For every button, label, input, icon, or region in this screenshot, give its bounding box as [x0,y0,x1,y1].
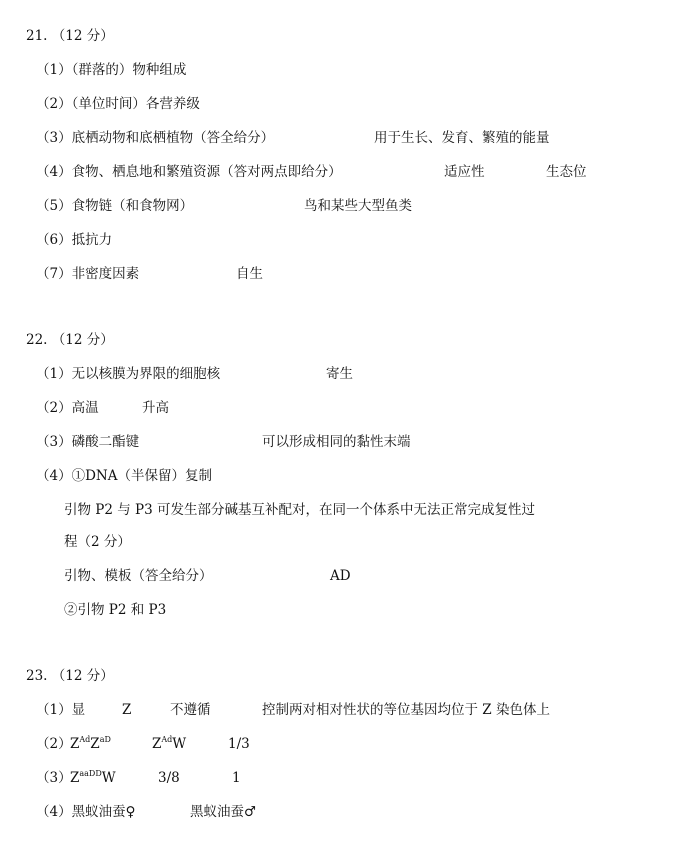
q22-answer-2-part-1: （2）高温 [36,400,99,416]
q21-answer-7 [36,262,656,286]
q22-answer-4-sub [64,564,624,588]
q22-answer-1-part-1: （1）无以核膜为界限的细胞核 [36,366,221,382]
q23-answer-1-part-3: 不遵循 [170,702,211,718]
q23-answer-2 [36,732,656,756]
q23-answer-3 [36,766,656,790]
q22-answer-2-part-2: 升高 [142,400,169,416]
q22-answer-1-part-2: 寄生 [326,366,353,382]
q21-answer-4 [36,160,656,184]
q23-answer-3-genotype: $Z^{aaDD}W$ [70,769,116,786]
q23-answer-1-part-2: Z [122,702,132,718]
q22-answer-4-sub-part-2: AD [330,568,351,584]
q21-answer-4-part-1: （4）食物、栖息地和繁殖资源（答对两点即给分） [36,164,342,180]
q21-answer-3-part-1: （3）底栖动物和底栖植物（答全给分） [36,130,275,146]
q23-answer-2-fraction: 1/3 [228,736,250,752]
q22-header: 22. （12 分） [26,332,114,348]
q22-answer-4-explanation: 引物 P2 与 P3 可发生部分碱基互补配对，在同一个体系中无法正常完成复性过 [64,502,536,518]
q21-answer-5-part-2: 鸟和某些大型鱼类 [304,198,412,214]
q21-answer-4-part-2: 适应性 [444,164,485,180]
q23-answer-2-prefix: （2） [36,736,72,752]
q23-answer-4-part-1: （4）黑蚁油蚕♀ [36,804,136,820]
q21-answer-4-part-3: 生态位 [546,164,587,180]
q22-answer-3-part-2: 可以形成相同的黏性末端 [262,434,411,450]
q22-answer-4-sub-part-1: 引物、模板（答全给分） [64,568,213,584]
q21-answer-6: （6）抵抗力 [36,232,113,248]
q22-answer-4-explanation-cont: 程（2 分） [64,534,131,550]
q23-answer-3-number: 1 [232,770,241,786]
q21-answer-1: （1）（群落的）物种组成 [36,62,187,78]
q22-answer-2 [36,396,656,420]
q23-answer-2-genotype-male: $Z^{Ad}Z^{aD}$ [70,735,111,752]
q21-answer-5-part-1: （5）食物链（和食物网） [36,198,194,214]
q22-answer-3-part-1: （3）磷酸二酯键 [36,434,140,450]
q21-answer-7-part-2: 自生 [236,266,263,282]
q21-answer-5 [36,194,656,218]
q23-answer-3-prefix: （3） [36,770,72,786]
q22-answer-4-part-2: ②引物 P2 和 P3 [64,602,167,618]
q23-answer-3-fraction: 3/8 [158,770,180,786]
q22-answer-1 [36,362,656,386]
q23-answer-1 [36,698,656,722]
q23-answer-1-part-1: （1）显 [36,702,86,718]
q22-answer-4: （4）①DNA（半保留）复制 [36,468,212,484]
q23-answer-4-part-2: 黑蚁油蚕♂ [190,804,257,820]
q21-answer-3 [36,126,656,150]
q21-answer-7-part-1: （7）非密度因素 [36,266,140,282]
q21-answer-2: （2）（单位时间）各营养级 [36,96,200,112]
q23-answer-1-part-4: 控制两对相对性状的等位基因均位于 Z 染色体上 [262,702,550,718]
q23-answer-2-genotype-female: $Z^{Ad}W$ [152,735,187,752]
q21-header: 21. （12 分） [26,28,114,44]
q21-answer-3-part-2: 用于生长、发育、繁殖的能量 [374,130,550,146]
q23-answer-4 [36,800,656,824]
q22-answer-3 [36,430,656,454]
q23-header: 23. （12 分） [26,668,114,684]
